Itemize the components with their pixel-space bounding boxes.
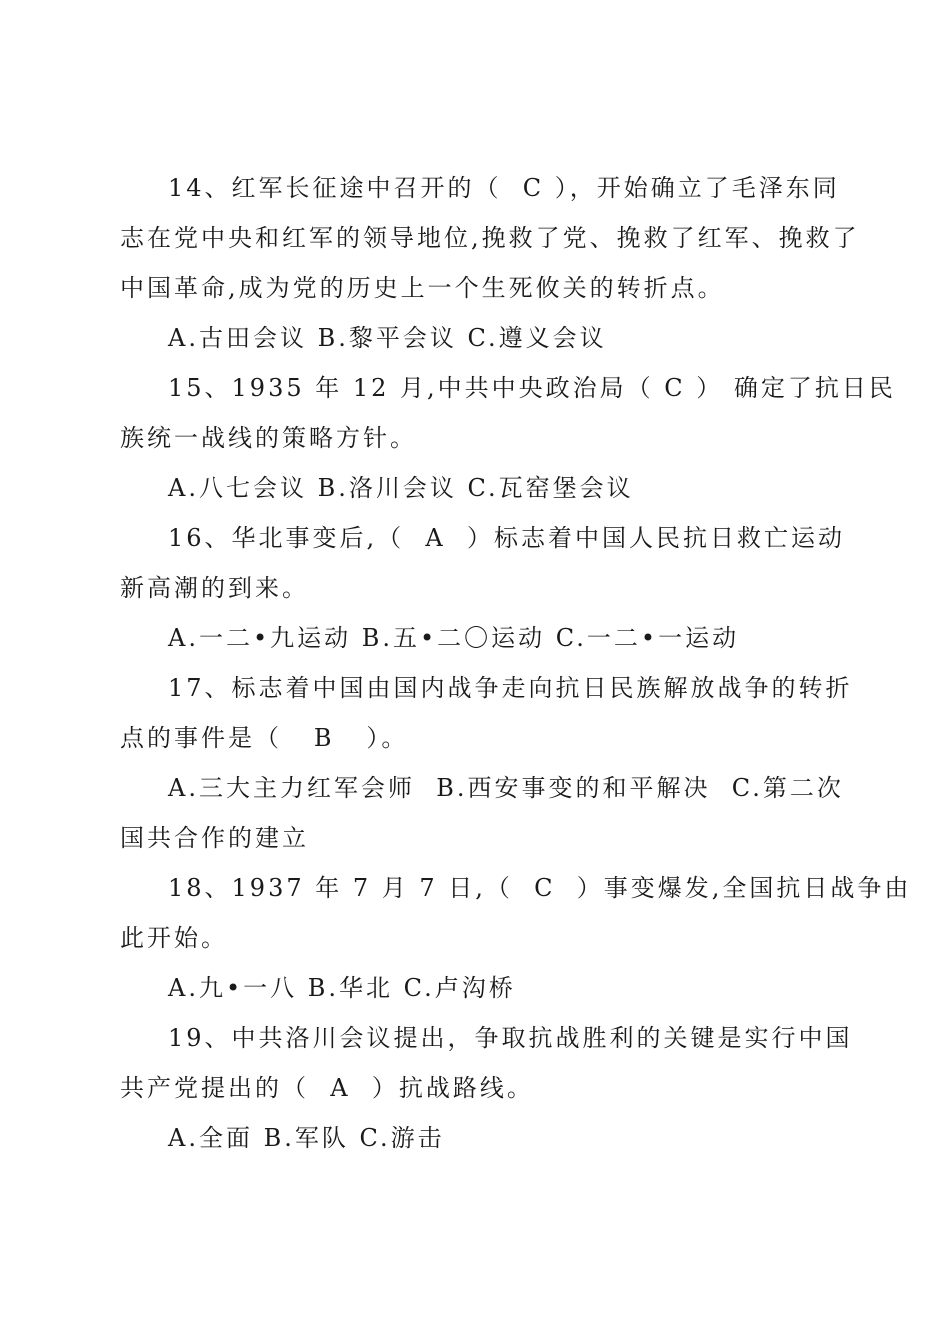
q18-stem-line-2: 此开始。 [120, 924, 228, 952]
q16-stem-line-2: 新高潮的到来。 [120, 574, 309, 602]
q14-options: A.古田会议 B.黎平会议 C.遵义会议 [168, 324, 607, 352]
q16-stem-line-1: 16、华北事变后,（ A ）标志着中国人民抗日救亡运动 [168, 524, 846, 552]
q15-options: A.八七会议 B.洛川会议 C.瓦窑堡会议 [168, 474, 634, 502]
q15-stem-line-1: 15、1935 年 12 月,中共中央政治局（ C ） 确定了抗日民 [168, 374, 896, 402]
q14-stem-line-3: 中国革命,成为党的历史上一个生死攸关的转折点。 [120, 274, 725, 302]
q14-stem-line-2: 志在党中央和红军的领导地位,挽救了党、挽救了红军、挽救了 [120, 224, 860, 252]
q17-options-line-1: A.三大主力红军会师 B.西安事变的和平解决 C.第二次 [168, 774, 844, 802]
q17-stem-line-1: 17、标志着中国由国内战争走向抗日民族解放战争的转折 [168, 674, 853, 702]
q14-stem-line-1: 14、红军长征途中召开的（ C ），开始确立了毛泽东同 [168, 174, 840, 202]
q19-stem-line-1: 19、中共洛川会议提出，争取抗战胜利的关键是实行中国 [168, 1024, 853, 1052]
q17-options-line-2: 国共合作的建立 [120, 824, 309, 852]
q17-stem-line-2: 点的事件是（ B ）。 [120, 724, 409, 752]
q18-options: A.九•一八 B.华北 C.卢沟桥 [168, 974, 516, 1002]
document-page [120, 163, 912, 1163]
q19-options: A.全面 B.军队 C.游击 [168, 1124, 445, 1152]
q19-stem-line-2: 共产党提出的（ A ）抗战路线。 [120, 1074, 534, 1102]
q18-stem-line-1: 18、1937 年 7 月 7 日,（ C ）事变爆发,全国抗日战争由 [168, 874, 912, 902]
q15-stem-line-2: 族统一战线的策略方针。 [120, 424, 417, 452]
q16-options: A.一二•九运动 B.五•二〇运动 C.一二•一运动 [168, 624, 740, 652]
